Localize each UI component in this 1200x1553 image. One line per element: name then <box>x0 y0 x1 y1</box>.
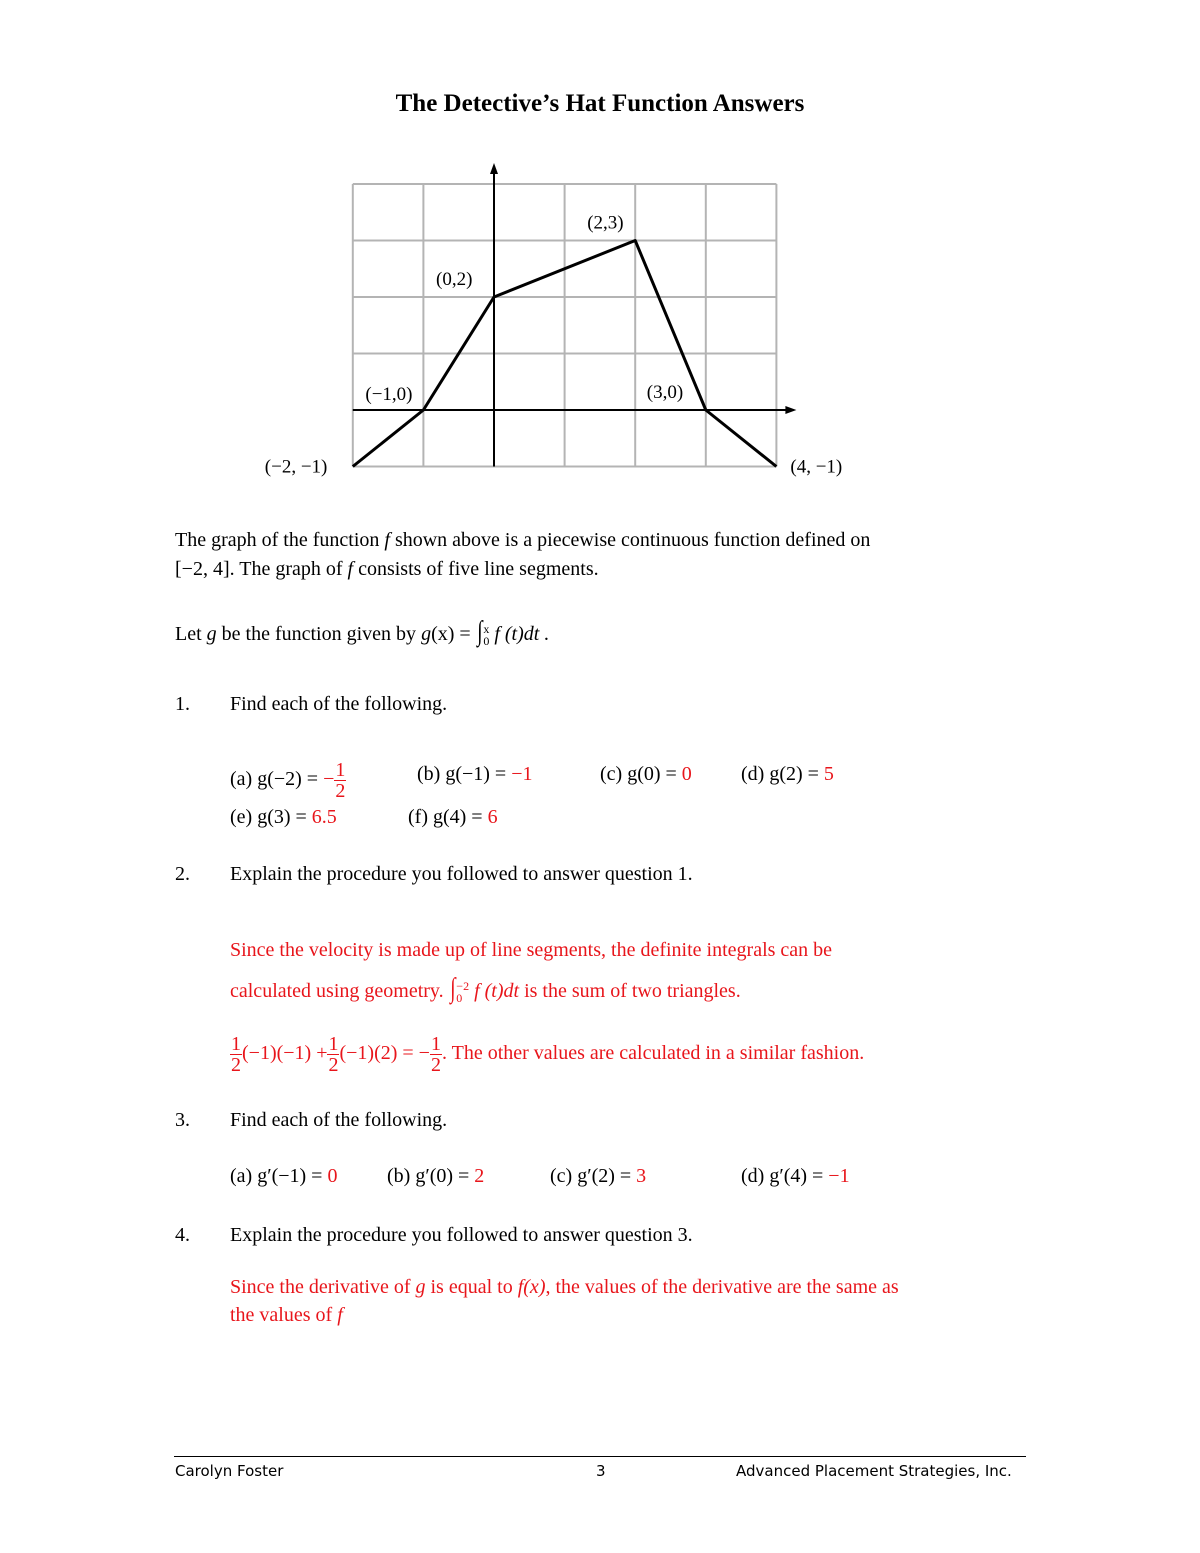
point-label: (4, −1) <box>790 456 843 478</box>
y-axis-arrow <box>490 163 498 174</box>
footer-publisher: Advanced Placement Strategies, Inc. <box>736 1462 1012 1480</box>
hat-function-graph <box>0 0 1200 520</box>
q3-answer-c: (c) g′(2) = 3 <box>550 1165 647 1187</box>
q1-answer-d: (d) g(2) = 5 <box>741 763 834 785</box>
q3-number: 3. <box>175 1109 190 1131</box>
q1-text: Find each of the following. <box>230 693 448 715</box>
page-title: The Detective’s Hat Function Answers <box>395 90 805 117</box>
q4-answer-line-1: Since the derivative of g is equal to f(x), the values of the derivative are the same as <box>230 1276 899 1298</box>
graph-axes <box>353 163 797 467</box>
q2-answer-line-1: Since the velocity is made up of line segments, the definite integrals can be <box>230 939 833 961</box>
q4-answer-line-2: the values of f <box>230 1304 343 1326</box>
footer-author: Carolyn Foster <box>175 1462 284 1480</box>
q1-answer-b: (b) g(−1) = −1 <box>417 763 533 785</box>
q2-answer-line-3: $\frac{1}{2}$ (−1)(−1) + $\frac{1}{2}$ (−1)(2) = − $\frac{1}{2}$ . The other values are calculated in a similar fashion. <box>231 1033 865 1076</box>
q1-answer-c: (c) g(0) = 0 <box>600 763 692 785</box>
point-label: (−1,0) <box>365 384 413 405</box>
q1-answer-f: (f) g(4) = 6 <box>408 806 498 828</box>
point-label: (0,2) <box>436 269 473 290</box>
graph-grid <box>353 184 777 467</box>
q1-number: 1. <box>175 693 190 715</box>
q4-number: 4. <box>175 1224 190 1246</box>
q3-answer-d: (d) g′(4) = −1 <box>741 1165 850 1187</box>
q3-answer-a: (a) g′(−1) = 0 <box>230 1165 338 1187</box>
q2-text: Explain the procedure you followed to answer question 1. <box>230 863 693 885</box>
integral-sign: ∫ <box>476 616 483 647</box>
q1-answer-e: (e) g(3) = 6.5 <box>230 806 337 828</box>
intro-line-2: [−2, 4]. The graph of f consists of five line segments. <box>175 558 599 580</box>
footer-divider <box>174 1456 1026 1457</box>
q4-text: Explain the procedure you followed to answer question 3. <box>230 1224 693 1246</box>
point-label: (3,0) <box>646 382 684 403</box>
q2-number: 2. <box>175 863 190 885</box>
point-label: (−2, −1) <box>264 456 328 478</box>
q2-answer-line-2: calculated using geometry. ∫ −2 0 f (t)dt is the sum of two triangles. <box>230 973 741 1006</box>
q1-answer-a: (a) g(−2) = − $\frac{1}{2}$ <box>230 759 346 802</box>
footer-page-number: 3 <box>596 1462 606 1480</box>
q3-answer-b: (b) g′(0) = 2 <box>387 1165 485 1187</box>
g-definition: Let g be the function given by g(x) = ∫ x 0 f (t)dt . <box>175 616 550 649</box>
q3-text: Find each of the following. <box>230 1109 448 1131</box>
graph-point-labels <box>265 213 842 478</box>
intro-line-1: The graph of the function f shown above is a piecewise continuous function defined on <box>175 529 871 551</box>
point-label: (2,3) <box>587 212 624 234</box>
integral-sign: ∫ <box>449 973 456 1004</box>
x-axis-arrow <box>785 406 796 414</box>
